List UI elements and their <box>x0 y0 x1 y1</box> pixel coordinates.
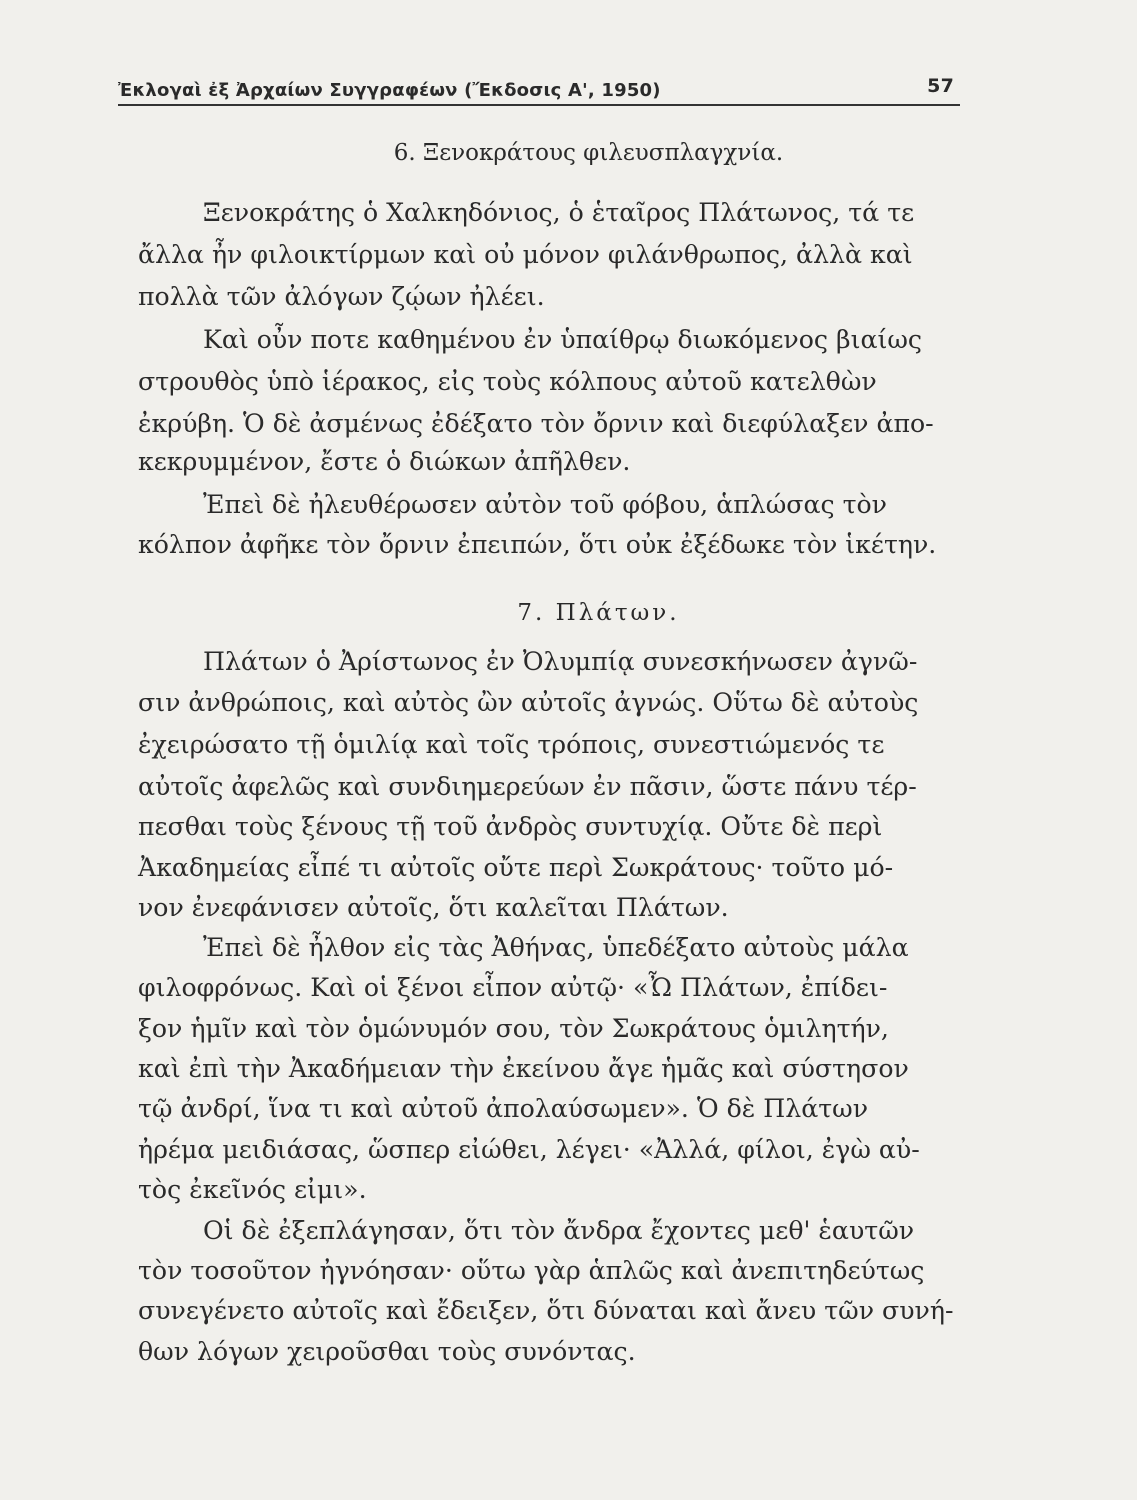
text-line: ἐχειρώσατο τῇ ὁμιλίᾳ καὶ τοῖς τρόποις, συνεστιώμενός τε <box>138 730 885 759</box>
text-line: Οἱ δὲ ἐξεπλάγησαν, ὅτι τὸν ἄνδρα ἔχοντες μεθ' ἑαυτῶν <box>203 1216 915 1245</box>
text-line: συνεγένετο αὐτοῖς καὶ ἔδειξεν, ὅτι δύναται καὶ ἄνευ τῶν συνή- <box>138 1296 954 1325</box>
text-line: πολλὰ τῶν ἀλόγων ζῴων ἠλέει. <box>138 282 545 311</box>
page-number: 57 <box>927 75 954 97</box>
text-line: ἄλλα ἦν φιλοικτίρμων καὶ οὐ μόνον φιλάνθρωπος, ἀλλὰ καὶ <box>138 240 913 269</box>
section-heading-6: 6. Ξενοκράτους φιλευσπλαγχνία. <box>393 140 784 166</box>
text-line: ἠρέμα μειδιάσας, ὥσπερ εἰώθει, λέγει· «Ἀλλά, φίλοι, ἐγὼ αὐ- <box>138 1135 920 1164</box>
section-heading-7: 7. Πλάτων. <box>517 600 680 626</box>
text-line: τὸν τοσοῦτον ἠγνόησαν· οὕτω γὰρ ἁπλῶς καὶ ἀνεπιτηδεύτως <box>138 1256 925 1285</box>
text-line: Πλάτων ὁ Ἀρίστωνος ἐν Ὀλυμπίᾳ συνεσκήνωσεν ἀγνῶ- <box>203 647 918 676</box>
text-line: καὶ ἐπὶ τὴν Ἀκαδήμειαν τὴν ἐκείνου ἄγε ἡμᾶς καὶ σύστησον <box>138 1054 909 1083</box>
text-line: νον ἐνεφάνισεν αὐτοῖς, ὅτι καλεῖται Πλάτων. <box>138 893 729 922</box>
text-line: αὐτοῖς ἀφελῶς καὶ συνδιημερεύων ἐν πᾶσιν, ὥστε πάνυ τέρ- <box>138 772 917 801</box>
text-line: Ξενοκράτης ὁ Χαλκηδόνιος, ὁ ἑταῖρος Πλάτωνος, τά τε <box>203 198 915 227</box>
text-line: Ἀκαδημείας εἶπέ τι αὐτοῖς οὔτε περὶ Σωκράτους· τοῦτο μό- <box>138 853 894 882</box>
text-line: στρουθὸς ὑπὸ ἱέρακος, εἰς τοὺς κόλπους αὐτοῦ κατελθὼν <box>138 367 877 396</box>
text-line: Καὶ οὖν ποτε καθημένου ἐν ὑπαίθρῳ διωκόμενος βιαίως <box>203 325 922 354</box>
text-line: σιν ἀνθρώποις, καὶ αὐτὸς ὢν αὐτοῖς ἀγνώς. Οὕτω δὲ αὐτοὺς <box>138 688 919 717</box>
text-line: θων λόγων χειροῦσθαι τοὺς συνόντας. <box>138 1337 636 1366</box>
text-line: κεκρυμμένον, ἔστε ὁ διώκων ἀπῆλθεν. <box>138 447 631 476</box>
running-header <box>118 75 960 106</box>
text-line: ἐκρύβη. Ὁ δὲ ἀσμένως ἐδέξατο τὸν ὄρνιν καὶ διεφύλαξεν ἀπο- <box>138 409 934 438</box>
text-line: Ἐπεὶ δὲ ἠλευθέρωσεν αὐτὸν τοῦ φόβου, ἁπλώσας τὸν <box>203 490 887 519</box>
text-line: κόλπον ἀφῆκε τὸν ὄρνιν ἐπειπών, ὅτι οὐκ ἐξέδωκε τὸν ἱκέτην. <box>138 530 937 559</box>
text-line: πεσθαι τοὺς ξένους τῇ τοῦ ἀνδρὸς συντυχίᾳ. Οὔτε δὲ περὶ <box>138 812 883 841</box>
text-line: ξον ἡμῖν καὶ τὸν ὁμώνυμόν σου, τὸν Σωκράτους ὁμιλητήν, <box>138 1014 889 1043</box>
text-line: φιλοφρόνως. Καὶ οἱ ξένοι εἶπον αὐτῷ· «Ὦ Πλάτων, ἐπίδει- <box>138 973 888 1002</box>
text-line: Ἐπεὶ δὲ ἦλθον εἰς τὰς Ἀθήνας, ὑπεδέξατο αὐτοὺς μάλα <box>203 933 909 962</box>
text-line: τὸς ἐκεῖνός εἰμι». <box>138 1175 367 1204</box>
text-line: τῷ ἀνδρί, ἵνα τι καὶ αὐτοῦ ἀπολαύσωμεν». Ὁ δὲ Πλάτων <box>138 1094 869 1123</box>
header-title: Ἐκλογαὶ ἐξ Ἀρχαίων Συγγραφέων (Ἔκδοσις Α', 1950) <box>118 80 661 101</box>
